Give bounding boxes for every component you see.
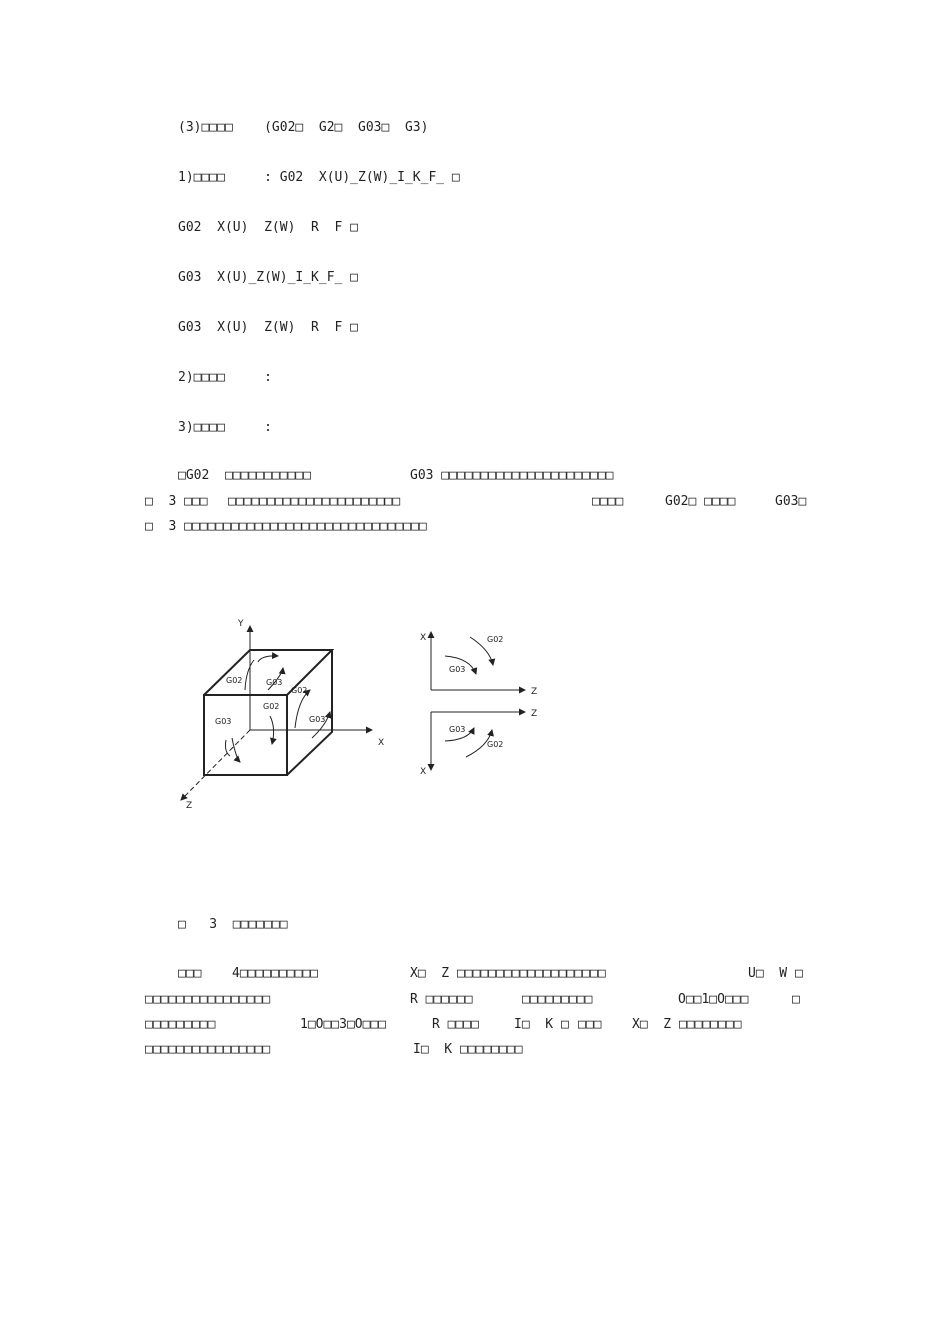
section-heading: (3)□□□□ (G02□ G2□ G03□ G3) [178,120,429,135]
para1-text: G03□ [775,494,807,509]
cube-edge-label: G02 [291,686,308,695]
para1-text: G03 □□□□□□□□□□□□□□□□□□□□□□ [410,468,614,483]
para2-text: 4□□□□□□□□□□ [232,966,319,981]
para1-text: G02□ □□□□ [665,494,736,509]
para2-text: □□□□□□□□□□□□□□□□ [145,992,271,1007]
upper-axis-z-label: Z [531,687,538,697]
format-line-3: G03 X(U)_Z(W)_I_K_F_ □ [178,270,359,285]
para2-text: □□□□□□□□□ [522,992,593,1007]
para2-text: □□□□□□□□□ [145,1017,216,1032]
format-line-2: G02 X(U) Z(W) R F □ [178,220,359,235]
axis-label-x: X [378,738,385,748]
lower-axis-z-label: Z [531,709,538,719]
subsection-2: 2)□□□□ : [178,370,272,385]
upper-g03-label: G03 [449,665,466,674]
cube-front-label-right: G02 [263,702,280,711]
cube-top-label-left: G02 [226,676,243,685]
upper-plane-axes [431,632,525,690]
para2-text: U□ W □ [748,966,803,981]
lower-g02-label: G02 [487,740,504,749]
para2-text: I□ K □□□□□□□□ [413,1042,523,1057]
cube-axes [181,626,372,800]
para1-text: □□□□ [592,494,624,509]
format-line-4: G03 X(U) Z(W) R F □ [178,320,359,335]
para2-text: □ [792,992,800,1007]
para2-text: □□□ [578,1017,602,1032]
upper-g02-label: G02 [487,635,504,644]
para1-text: □G02 □□□□□□□□□□□ [178,468,312,483]
para2-text: R □□□□□□ [410,992,473,1007]
format-line-1: 1)□□□□ : G02 X(U)_Z(W)_I_K_F_ □ [178,170,460,185]
cube-top-label-right: G03 [266,678,283,687]
cube [204,650,332,775]
cube-side-label: G03 [309,715,326,724]
para1-text: □ 3 □□□ [145,494,208,509]
para2-text: 1□O□□3□O□□□ [300,1017,387,1032]
axis-label-z: Z [186,801,193,811]
subsection-3: 3)□□□□ : [178,420,272,435]
para2-text: X□ Z □□□□□□□□□□□□□□□□□□□ [410,966,606,981]
para2-text: □□□ [178,966,202,981]
cube-front-label-left: G03 [215,717,232,726]
lower-g03-label: G03 [449,725,466,734]
axis-label-y: Y [238,619,244,629]
upper-axis-x-label: X [420,633,427,643]
figure-caption: □ 3 □□□□□□□ [178,917,288,932]
para2-text: R □□□□ [432,1017,479,1032]
para2-text: O□□1□O□□□ [678,992,749,1007]
para2-text: □□□□□□□□□□□□□□□□ [145,1042,271,1057]
para2-text: I□ K □ [514,1017,569,1032]
lower-axis-x-label: X [420,767,427,777]
para1-text: □ 3 □□□□□□□□□□□□□□□□□□□□□□□□□□□□□□□ [145,519,427,534]
para1-text: □□□□□□□□□□□□□□□□□□□□□□ [228,494,401,509]
para2-text: X□ Z □□□□□□□□ [632,1017,742,1032]
